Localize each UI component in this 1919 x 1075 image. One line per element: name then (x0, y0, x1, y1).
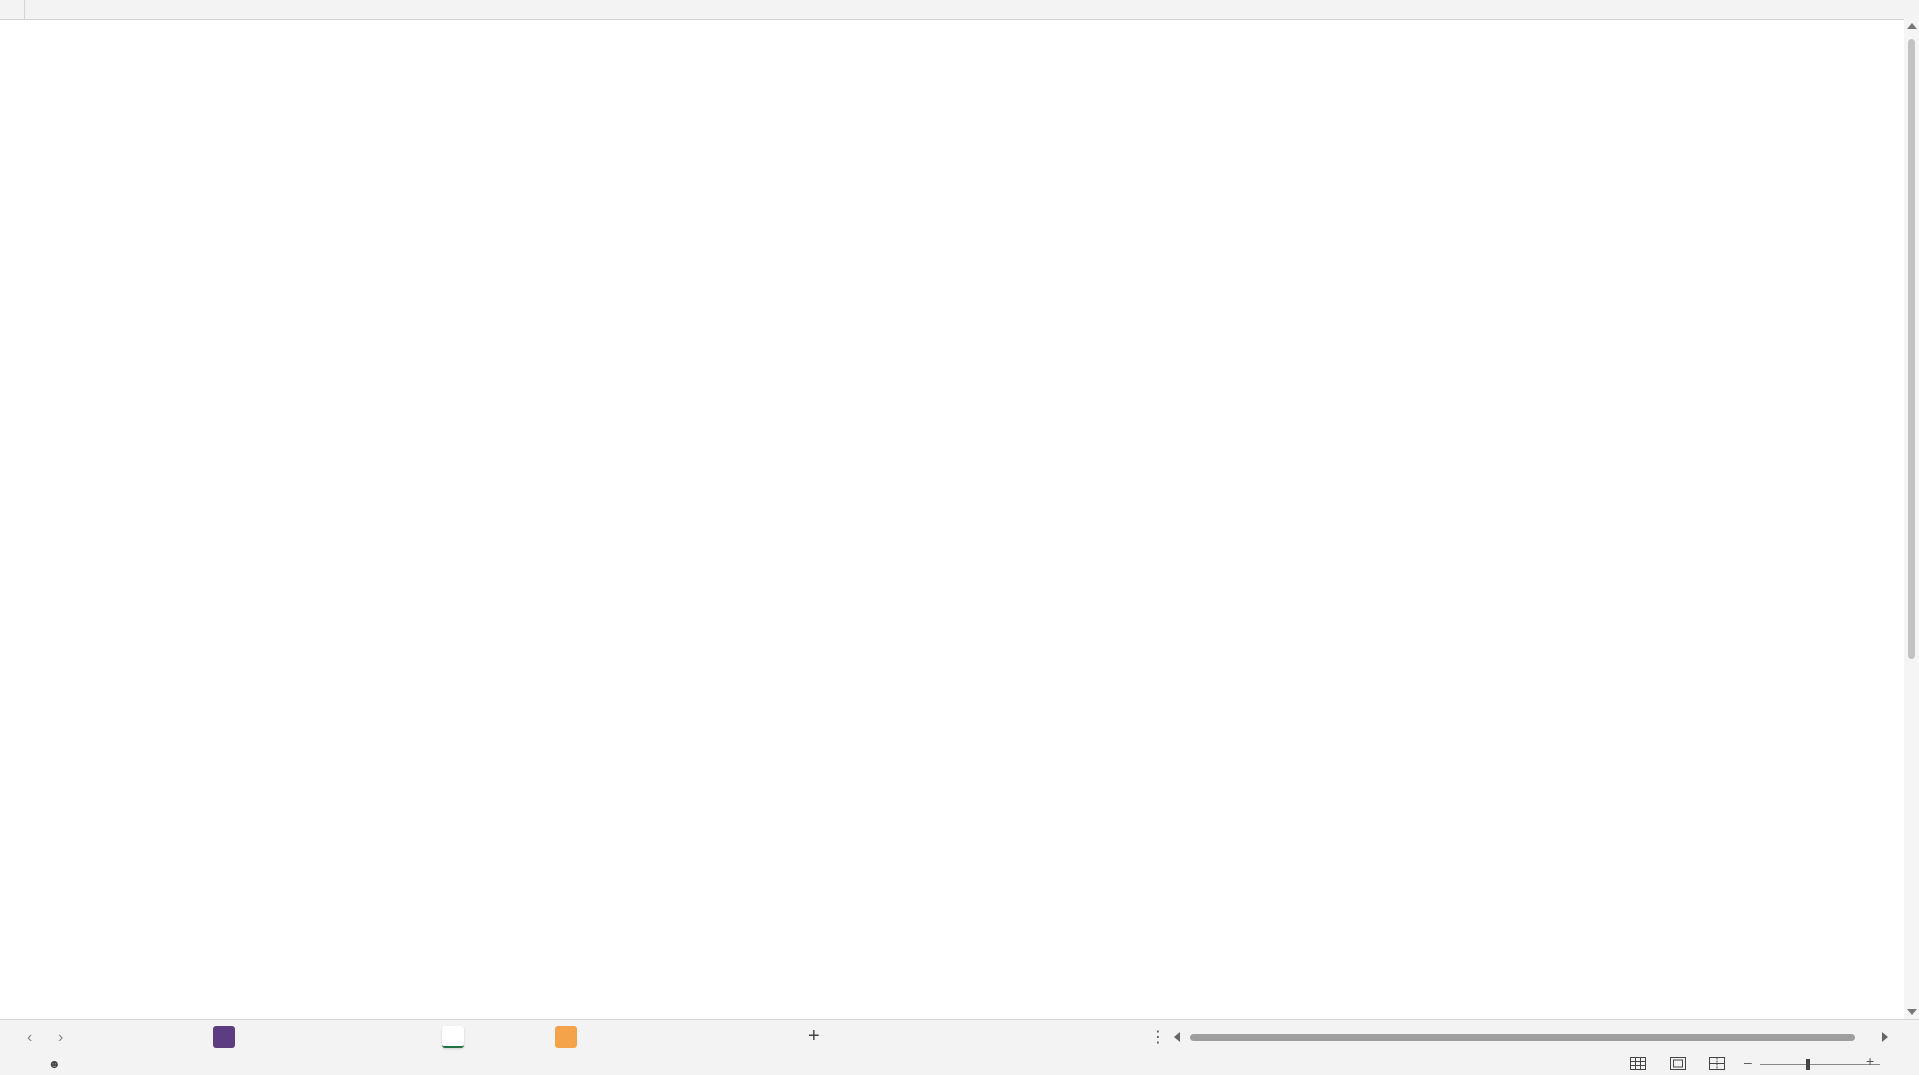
tab-strategy-consulting-okr-library[interactable] (213, 1026, 235, 1048)
chevron-left-icon[interactable]: ‹ (27, 1029, 33, 1046)
zoom-slider-thumb[interactable] (1806, 1059, 1810, 1070)
accessibility-icon: ☻ (48, 1057, 61, 1071)
status-bar (0, 1054, 1919, 1075)
tab-balanced-scorecard-alignment[interactable] (555, 1026, 577, 1048)
select-all-corner[interactable] (0, 0, 25, 19)
scroll-right-arrow-icon[interactable] (1882, 1032, 1888, 1042)
horizontal-scroll-thumb[interactable] (1190, 1034, 1855, 1041)
sheet-tab-bar (0, 1019, 1919, 1054)
tab-cover-slide[interactable] (147, 1026, 169, 1048)
horizontal-scrollbar[interactable] (1172, 1032, 1890, 1042)
vertical-scrollbar[interactable] (1904, 19, 1919, 1019)
chevron-right-icon[interactable]: › (58, 1029, 64, 1046)
page-break-icon[interactable] (1708, 1056, 1726, 1071)
column-header-strip (0, 0, 1919, 20)
scroll-left-arrow-icon[interactable] (1174, 1032, 1180, 1042)
grid-view-icon[interactable] (1629, 1056, 1647, 1071)
plus-icon[interactable]: + (808, 1025, 820, 1047)
zoom-slider-track[interactable] (1760, 1064, 1880, 1065)
scroll-up-arrow-icon[interactable] (1907, 23, 1917, 29)
vertical-scroll-thumb[interactable] (1908, 39, 1915, 659)
zoom-out-button[interactable]: – (1744, 1054, 1752, 1070)
more-options-icon[interactable]: ⋮ (1150, 1029, 1166, 1046)
worksheet-grid[interactable] (25, 19, 1904, 1019)
tab-strategy-map[interactable] (442, 1026, 464, 1048)
scroll-down-arrow-icon[interactable] (1907, 1009, 1917, 1015)
page-layout-icon[interactable] (1669, 1056, 1687, 1071)
zoom-in-button[interactable]: + (1866, 1053, 1875, 1069)
